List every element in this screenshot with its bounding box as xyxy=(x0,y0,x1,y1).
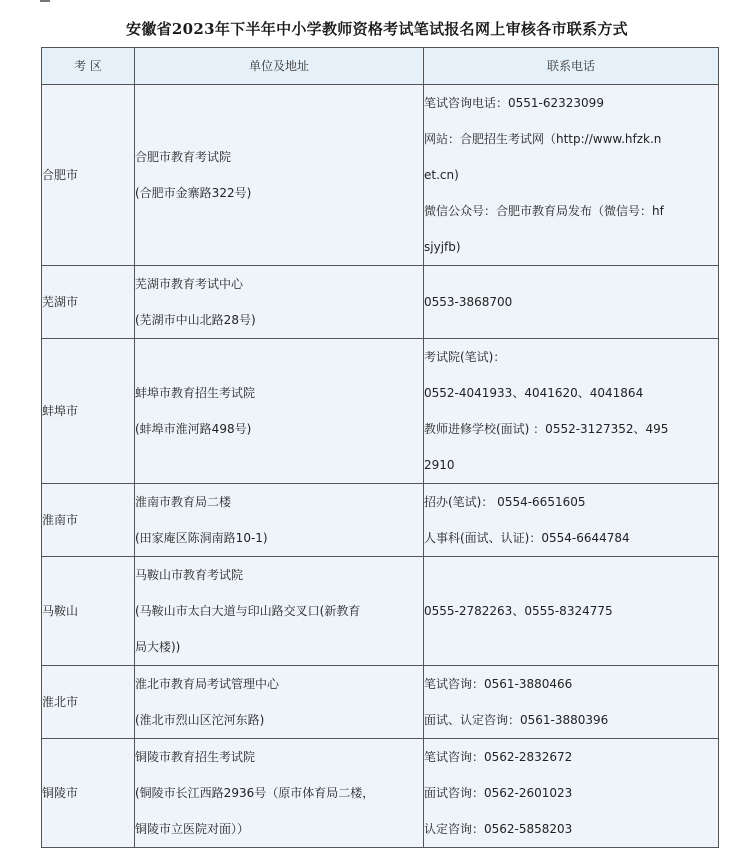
table-row xyxy=(42,339,719,484)
contacts-table xyxy=(41,47,719,848)
unit-address-cell xyxy=(135,85,424,266)
unit-address-cell xyxy=(135,339,424,484)
region-cell: 马鞍山 xyxy=(42,557,135,666)
contact-line: 笔试咨询：0562-2832672 xyxy=(424,750,573,764)
region-cell: 蚌埠市 xyxy=(42,339,135,484)
region-cell: 铜陵市 xyxy=(42,739,135,848)
table-row xyxy=(42,484,719,557)
page-title: 安徽省2023年下半年中小学教师资格考试笔试报名网上审核各市联系方式 xyxy=(126,20,628,38)
unit-address-line: 局大楼)) xyxy=(135,640,181,654)
unit-address-cell xyxy=(135,739,424,848)
contact-line: 0555-2782263、0555-8324775 xyxy=(424,604,613,618)
contact-phone-cell xyxy=(424,85,719,266)
unit-address-line: (蚌埠市淮河路498号) xyxy=(135,422,252,436)
unit-address-line: (淮北市烈山区沱河东路) xyxy=(135,713,265,727)
region-cell: 芜湖市 xyxy=(42,266,135,339)
unit-address-cell xyxy=(135,266,424,339)
contact-line: 面试、认定咨询：0561-3880396 xyxy=(424,713,609,727)
contact-line: 教师进修学校(面试) ：0552-3127352、495 xyxy=(424,422,669,436)
unit-address-line: (芜湖市中山北路28号) xyxy=(135,313,256,327)
contact-line: 微信公众号：合肥市教育局发布（微信号：hf xyxy=(424,204,664,218)
unit-address-cell xyxy=(135,484,424,557)
table-header-row xyxy=(42,48,719,85)
region-cell: 淮北市 xyxy=(42,666,135,739)
header-phone: 联系电话 xyxy=(424,48,719,85)
contact-phone-cell xyxy=(424,484,719,557)
unit-address-line: (合肥市金寨路322号) xyxy=(135,186,252,200)
contact-line: et.cn) xyxy=(424,168,459,182)
table-row xyxy=(42,557,719,666)
unit-address-cell xyxy=(135,666,424,739)
contact-phone-cell xyxy=(424,666,719,739)
header-region: 考 区 xyxy=(42,48,135,85)
contact-line: 笔试咨询电话：0551-62323099 xyxy=(424,96,604,110)
contact-line: 2910 xyxy=(424,458,455,472)
table-body xyxy=(42,85,719,848)
unit-name: 马鞍山市教育考试院 xyxy=(135,568,244,582)
unit-address-cell xyxy=(135,557,424,666)
unit-name: 淮北市教育局考试管理中心 xyxy=(135,677,280,691)
contact-phone-cell xyxy=(424,739,719,848)
table-row xyxy=(42,666,719,739)
contact-line: 笔试咨询：0561-3880466 xyxy=(424,677,573,691)
contact-line: 0552-4041933、4041620、4041864 xyxy=(424,386,644,400)
contact-line: 0553-3868700 xyxy=(424,295,513,309)
unit-name: 蚌埠市教育招生考试院 xyxy=(135,386,256,400)
header-unit: 单位及地址 xyxy=(135,48,424,85)
contact-line: sjyjfb) xyxy=(424,240,461,254)
contact-line: 面试咨询：0562-2601023 xyxy=(424,786,573,800)
contact-line: 网站：合肥招生考试网（http://www.hfzk.n xyxy=(424,132,662,146)
unit-name: 合肥市教育考试院 xyxy=(135,150,232,164)
unit-name: 芜湖市教育考试中心 xyxy=(135,277,244,291)
contact-phone-cell xyxy=(424,266,719,339)
contact-line: 考试院(笔试)： xyxy=(424,350,506,364)
top-edge-mark xyxy=(40,0,50,2)
contact-line: 认定咨询：0562-5858203 xyxy=(424,822,573,836)
region-cell: 淮南市 xyxy=(42,484,135,557)
contact-line: 招办(笔试)： 0554-6651605 xyxy=(424,495,586,509)
table-row xyxy=(42,739,719,848)
unit-name: 淮南市教育局二楼 xyxy=(135,495,232,509)
unit-address-line: (铜陵市长江西路2936号（原市体育局二楼， xyxy=(135,786,375,800)
contact-phone-cell xyxy=(424,339,719,484)
table-row xyxy=(42,266,719,339)
unit-address-line: (田家庵区陈洞南路10-1) xyxy=(135,531,268,545)
table-row xyxy=(42,85,719,266)
unit-address-line: 铜陵市立医院对面）） xyxy=(135,822,250,836)
contact-line: 人事科(面试、认证)：0554-6644784 xyxy=(424,531,630,545)
region-cell: 合肥市 xyxy=(42,85,135,266)
contact-phone-cell xyxy=(424,557,719,666)
unit-address-line: (马鞍山市太白大道与印山路交叉口(新教育 xyxy=(135,604,361,618)
unit-name: 铜陵市教育招生考试院 xyxy=(135,750,256,764)
